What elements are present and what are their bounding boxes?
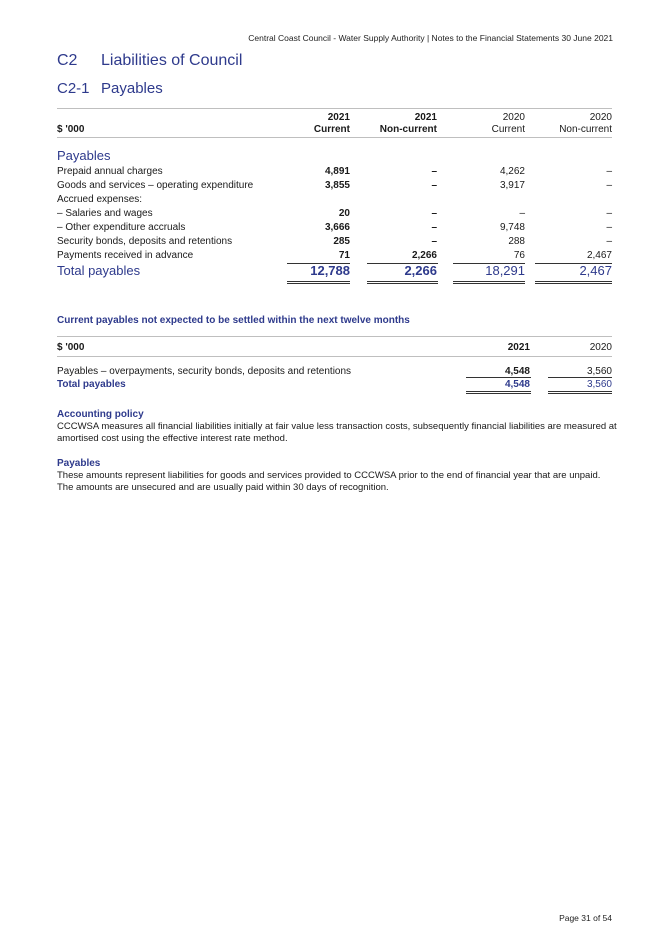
col-year: 2020 bbox=[502, 112, 525, 123]
table2-header-rule bbox=[57, 356, 612, 357]
double-underline bbox=[535, 281, 612, 284]
table2-unit: $ '000 bbox=[57, 342, 85, 353]
col-year: 2021 bbox=[414, 112, 437, 123]
col-label: Current bbox=[491, 124, 525, 135]
section-number: C2 bbox=[57, 52, 78, 69]
total-value: 18,291 bbox=[485, 263, 525, 278]
row-value: – bbox=[431, 180, 437, 191]
total-value: 3,560 bbox=[586, 379, 612, 390]
table-row bbox=[57, 208, 612, 222]
underline bbox=[466, 377, 531, 378]
policy-text: CCCWSA measures all financial liabilities initially at fair value less transaction costs, subsequently financial liabilities are measured at amortised cost using the effective interest rate method. bbox=[57, 421, 617, 444]
total-value: 2,467 bbox=[579, 263, 612, 278]
col-label: Non-current bbox=[559, 124, 612, 135]
row-value: 3,855 bbox=[324, 180, 350, 191]
row-label: Accrued expenses: bbox=[57, 194, 143, 205]
subsection-heading bbox=[57, 80, 163, 97]
row-label: Prepaid annual charges bbox=[57, 166, 163, 177]
table2-top-rule bbox=[57, 336, 612, 337]
row-value: 20 bbox=[338, 208, 350, 219]
policy-title: Accounting policy bbox=[57, 409, 144, 420]
table-row bbox=[57, 194, 612, 208]
unit-label: $ '000 bbox=[57, 124, 85, 135]
table-top-rule bbox=[57, 108, 612, 109]
row-value: 2,266 bbox=[411, 250, 437, 261]
row-label: – Other expenditure accruals bbox=[57, 222, 186, 233]
row-label: Payments received in advance bbox=[57, 250, 194, 261]
double-underline bbox=[466, 391, 531, 394]
col-label: Non-current bbox=[379, 124, 437, 135]
double-underline bbox=[453, 281, 525, 284]
underline bbox=[548, 377, 612, 378]
payables-note-text: These amounts represent liabilities for goods and services provided to CCCWSA prior to the end of financial year that are unpaid. The amounts are unsecured and are usually paid within 30 days of recognition. bbox=[57, 470, 601, 493]
row-value: – bbox=[606, 236, 612, 247]
table-row bbox=[57, 236, 612, 250]
row-value: 4,891 bbox=[324, 166, 350, 177]
row-value: – bbox=[606, 180, 612, 191]
row-value: 3,560 bbox=[586, 366, 612, 377]
total-value: 2,266 bbox=[404, 263, 437, 278]
row-value: 76 bbox=[513, 250, 525, 261]
row-value: 4,262 bbox=[499, 166, 525, 177]
table-row bbox=[57, 250, 612, 264]
double-underline bbox=[367, 281, 438, 284]
group-title: Payables bbox=[57, 148, 111, 163]
table2-col-year: 2021 bbox=[507, 342, 530, 353]
payables-note-title: Payables bbox=[57, 458, 101, 469]
table-row bbox=[57, 166, 612, 180]
row-value: 2,467 bbox=[586, 250, 612, 261]
row-value: – bbox=[431, 222, 437, 233]
total-value: 4,548 bbox=[504, 379, 530, 390]
total-label: Total payables bbox=[57, 379, 126, 390]
row-value: 9,748 bbox=[499, 222, 525, 233]
section-heading bbox=[57, 52, 242, 70]
row-value: 4,548 bbox=[504, 366, 530, 377]
subsection-title: Payables bbox=[101, 80, 163, 97]
row-value: – bbox=[606, 166, 612, 177]
row-value: – bbox=[431, 236, 437, 247]
row-value: – bbox=[606, 208, 612, 219]
row-value: – bbox=[431, 166, 437, 177]
table-row bbox=[57, 222, 612, 236]
row-value: 3,917 bbox=[499, 180, 525, 191]
table2-title: Current payables not expected to be settled within the next twelve months bbox=[57, 315, 410, 326]
row-value: 3,666 bbox=[324, 222, 350, 233]
row-label: Security bonds, deposits and retentions bbox=[57, 236, 233, 247]
col-year: 2020 bbox=[589, 112, 612, 123]
double-underline bbox=[548, 391, 612, 394]
section-title: Liabilities of Council bbox=[101, 52, 243, 69]
table2-col-year: 2020 bbox=[589, 342, 612, 353]
table-row bbox=[57, 180, 612, 194]
subsection-number: C2-1 bbox=[57, 80, 90, 97]
row-value: 288 bbox=[508, 236, 525, 247]
row-value: – bbox=[431, 208, 437, 219]
page-number: Page 31 of 54 bbox=[559, 913, 612, 923]
col-label: Current bbox=[313, 124, 350, 135]
running-header: Central Coast Council - Water Supply Authority | Notes to the Financial Statements 30 June 2021 bbox=[248, 33, 613, 43]
row-label: – Salaries and wages bbox=[57, 208, 153, 219]
double-underline bbox=[287, 281, 350, 284]
total-label: Total payables bbox=[57, 263, 141, 278]
total-value: 12,788 bbox=[310, 263, 350, 278]
col-year: 2021 bbox=[327, 112, 350, 123]
row-value: 71 bbox=[338, 250, 350, 261]
row-label: Payables – overpayments, security bonds, deposits and retentions bbox=[57, 366, 352, 377]
header-bottom-rule bbox=[57, 137, 612, 138]
row-label: Goods and services – operating expenditure bbox=[57, 180, 254, 191]
row-value: – bbox=[606, 222, 612, 233]
total-row bbox=[57, 263, 612, 281]
row-value: 285 bbox=[333, 236, 350, 247]
row-value: – bbox=[519, 208, 525, 219]
